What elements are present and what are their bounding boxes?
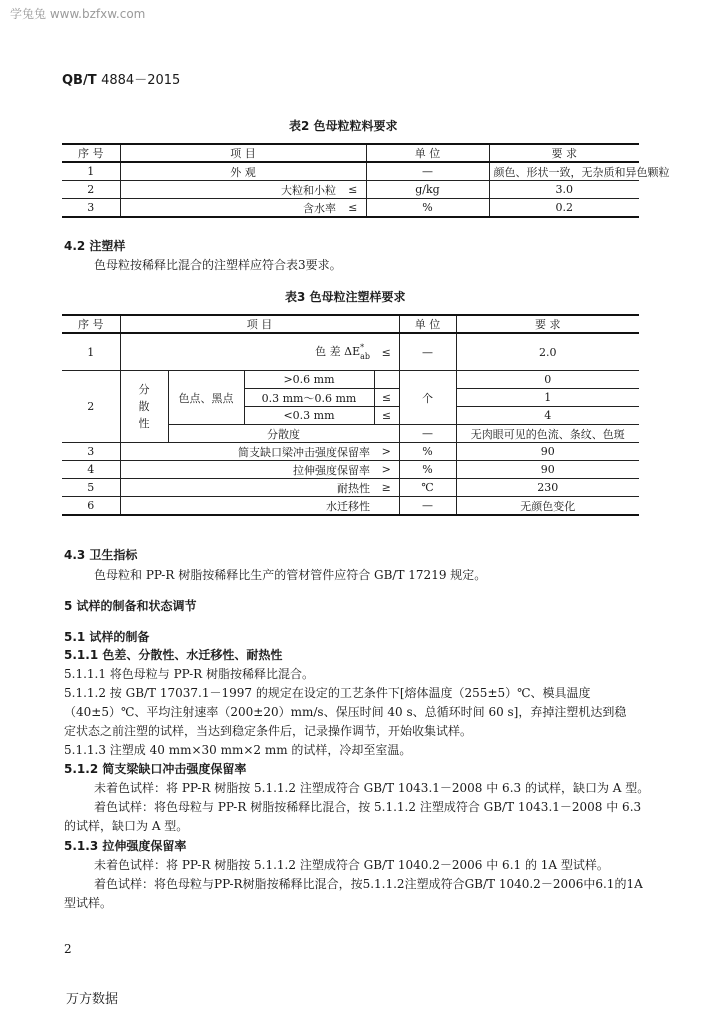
page-number: 2 — [64, 942, 72, 956]
cell-item: 含水率 — [120, 199, 340, 218]
section-5-1-3-heading: 5.1.3 拉伸强度保留率 — [64, 839, 187, 853]
cell-unit: — — [399, 333, 456, 371]
cell-unit: g/kg — [366, 181, 489, 199]
cell-unit: — — [399, 497, 456, 516]
cell-sym: ≤ — [374, 389, 399, 407]
table-row — [62, 199, 639, 218]
para-5-1-2-uncolored: 未着色试样：将 PP-R 树脂按 5.1.1.2 注塑成符合 GB/T 1043.1－2008 中 6.3 的试样，缺口为 A 型。 — [94, 781, 650, 795]
para-5-1-2-colored-line2: 的试样，缺口为 A 型。 — [64, 819, 189, 833]
para-5-1-3-uncolored: 未着色试样：将 PP-R 树脂按 5.1.1.2 注塑成符合 GB/T 1040.2－2006 中 6.1 的 1A 型试样。 — [94, 858, 609, 872]
cell-unit: % — [399, 443, 456, 461]
cell-req: 颜色、形状一致，无杂质和异色颗粒 — [489, 162, 639, 181]
cell-unit: — — [399, 425, 456, 443]
header-item: 项 目 — [120, 144, 366, 162]
cell-unit: % — [399, 461, 456, 479]
table2-header — [62, 144, 639, 162]
cell-req: 230 — [456, 479, 639, 497]
cell-sym: > — [374, 461, 399, 479]
para-5-1-2-colored-line1: 着色试样：将色母粒与 PP-R 树脂按稀释比混合，按 5.1.1.2 注塑成符合 GB/T 1043.1－2008 中 6.3 — [94, 800, 642, 814]
para-5-1-1-2-line2: （40±5）℃、平均注射速率（200±20）mm/s、保压时间 40 s、总循环时间 60 s]，弃掉注塑机达到稳 — [64, 705, 627, 719]
table-row — [62, 479, 639, 497]
table-row — [62, 443, 639, 461]
table3-header — [62, 315, 639, 333]
section-4-2-heading: 4.2 注塑样 — [64, 239, 126, 253]
range-label: >0.6 mm — [244, 371, 374, 389]
cell-req: 3.0 — [489, 181, 639, 199]
cell-sym: ≤ — [374, 333, 399, 371]
cell-sym — [374, 497, 399, 516]
cell-sym: ≤ — [340, 199, 366, 218]
cell-seq: 4 — [62, 461, 120, 479]
table-row — [62, 371, 639, 389]
section-4-3-text: 色母粒和 PP-R 树脂按稀释比生产的管材管件应符合 GB/T 17219 规定。 — [94, 568, 487, 582]
cell-req: 2.0 — [456, 333, 639, 371]
header-unit: 单 位 — [366, 144, 489, 162]
cell-item: 色 差 ΔE * ab — [120, 333, 374, 371]
cell-sym — [374, 371, 399, 389]
footer-source: 万方数据 — [66, 992, 119, 1007]
cell-item: 水迁移性 — [120, 497, 374, 516]
para-5-1-1-3: 5.1.1.3 注塑成 40 mm×30 mm×2 mm 的试样，冷却至室温。 — [64, 743, 412, 757]
header-seq: 序 号 — [62, 315, 120, 333]
table-row — [62, 461, 639, 479]
cell-unit: 个 — [399, 371, 456, 425]
header-item: 项 目 — [120, 315, 399, 333]
cell-seq: 1 — [62, 162, 120, 181]
section-5-1-heading: 5.1 试样的制备 — [64, 630, 150, 644]
table-row — [62, 181, 639, 199]
section-5-heading: 5 试样的制备和状态调节 — [64, 599, 197, 613]
table-row — [62, 333, 639, 371]
cell-req: 0 — [456, 371, 639, 389]
section-4-3-heading: 4.3 卫生指标 — [64, 548, 138, 562]
cell-req: 无肉眼可见的色流、条纹、色斑 — [456, 425, 639, 443]
table2 — [62, 143, 670, 218]
cell-seq: 1 — [62, 333, 120, 371]
cell-sym: > — [374, 443, 399, 461]
header-seq: 序 号 — [62, 144, 120, 162]
para-5-1-1-2-line3: 定状态之前注塑的试样，当达到稳定条件后，记录操作调节，开始收集试样。 — [64, 724, 473, 738]
cell-seq: 3 — [62, 443, 120, 461]
section-5-1-1-heading: 5.1.1 色差、分散性、水迁移性、耐热性 — [64, 648, 283, 662]
para-5-1-1-2-line1: 5.1.1.2 按 GB/T 17037.1－1997 的规定在设定的工艺条件下[熔体温度（255±5）℃、模具温度 — [64, 686, 591, 700]
range-label: <0.3 mm — [244, 407, 374, 425]
cell-req: 90 — [456, 461, 639, 479]
cell-unit: % — [366, 199, 489, 218]
cell-req: 90 — [456, 443, 639, 461]
cell-item: 外 观 — [120, 162, 366, 181]
cell-seq: 2 — [62, 181, 120, 199]
cell-item: 大粒和小粒 — [120, 181, 340, 199]
cell-sym: ≤ — [374, 407, 399, 425]
cell-sym: ≤ — [340, 181, 366, 199]
table-row — [62, 497, 639, 516]
table3-caption: 表3 色母粒注塑样要求 — [285, 290, 406, 304]
header-req: 要 求 — [489, 144, 639, 162]
section-5-1-2-heading: 5.1.2 简支梁缺口冲击强度保留率 — [64, 762, 247, 776]
table2-caption: 表2 色母粒粒料要求 — [289, 119, 398, 133]
watermark: 学兔兔 www.bzfxw.com — [10, 7, 146, 21]
disp-label: 分散度 — [168, 425, 399, 443]
cell-seq: 2 — [62, 371, 120, 443]
header-req: 要 求 — [456, 315, 639, 333]
para-5-1-3-colored-line2: 型试样。 — [64, 896, 113, 910]
table-row — [62, 162, 639, 181]
cell-item: 耐热性 — [120, 479, 374, 497]
header-unit: 单 位 — [399, 315, 456, 333]
cell-req: 无颜色变化 — [456, 497, 639, 516]
standard-code: QB/T 4884－2015 — [62, 73, 181, 88]
cell-req: 4 — [456, 407, 639, 425]
cell-req: 0.2 — [489, 199, 639, 218]
table3 — [62, 314, 639, 516]
cell-req: 1 — [456, 389, 639, 407]
cell-seq: 6 — [62, 497, 120, 516]
cell-sym: ≥ — [374, 479, 399, 497]
cell-unit: ℃ — [399, 479, 456, 497]
para-5-1-1-1: 5.1.1.1 将色母粒与 PP-R 树脂按稀释比混合。 — [64, 667, 315, 681]
dispersion-group-label: 分 散 性 — [120, 371, 168, 443]
range-label: 0.3 mm～0.6 mm — [244, 389, 374, 407]
cell-seq: 5 — [62, 479, 120, 497]
section-4-2-text: 色母粒按稀释比混合的注塑样应符合表3要求。 — [94, 258, 342, 272]
cell-unit: — — [366, 162, 489, 181]
spot-label: 色点、黑点 — [168, 371, 244, 425]
cell-item: 拉伸强度保留率 — [120, 461, 374, 479]
cell-item: 简支缺口梁冲击强度保留率 — [120, 443, 374, 461]
para-5-1-3-colored-line1: 着色试样：将色母粒与PP-R树脂按稀释比混合，按5.1.1.2注塑成符合GB/T 1040.2－2006中6.1的1A — [94, 877, 643, 891]
cell-seq: 3 — [62, 199, 120, 218]
